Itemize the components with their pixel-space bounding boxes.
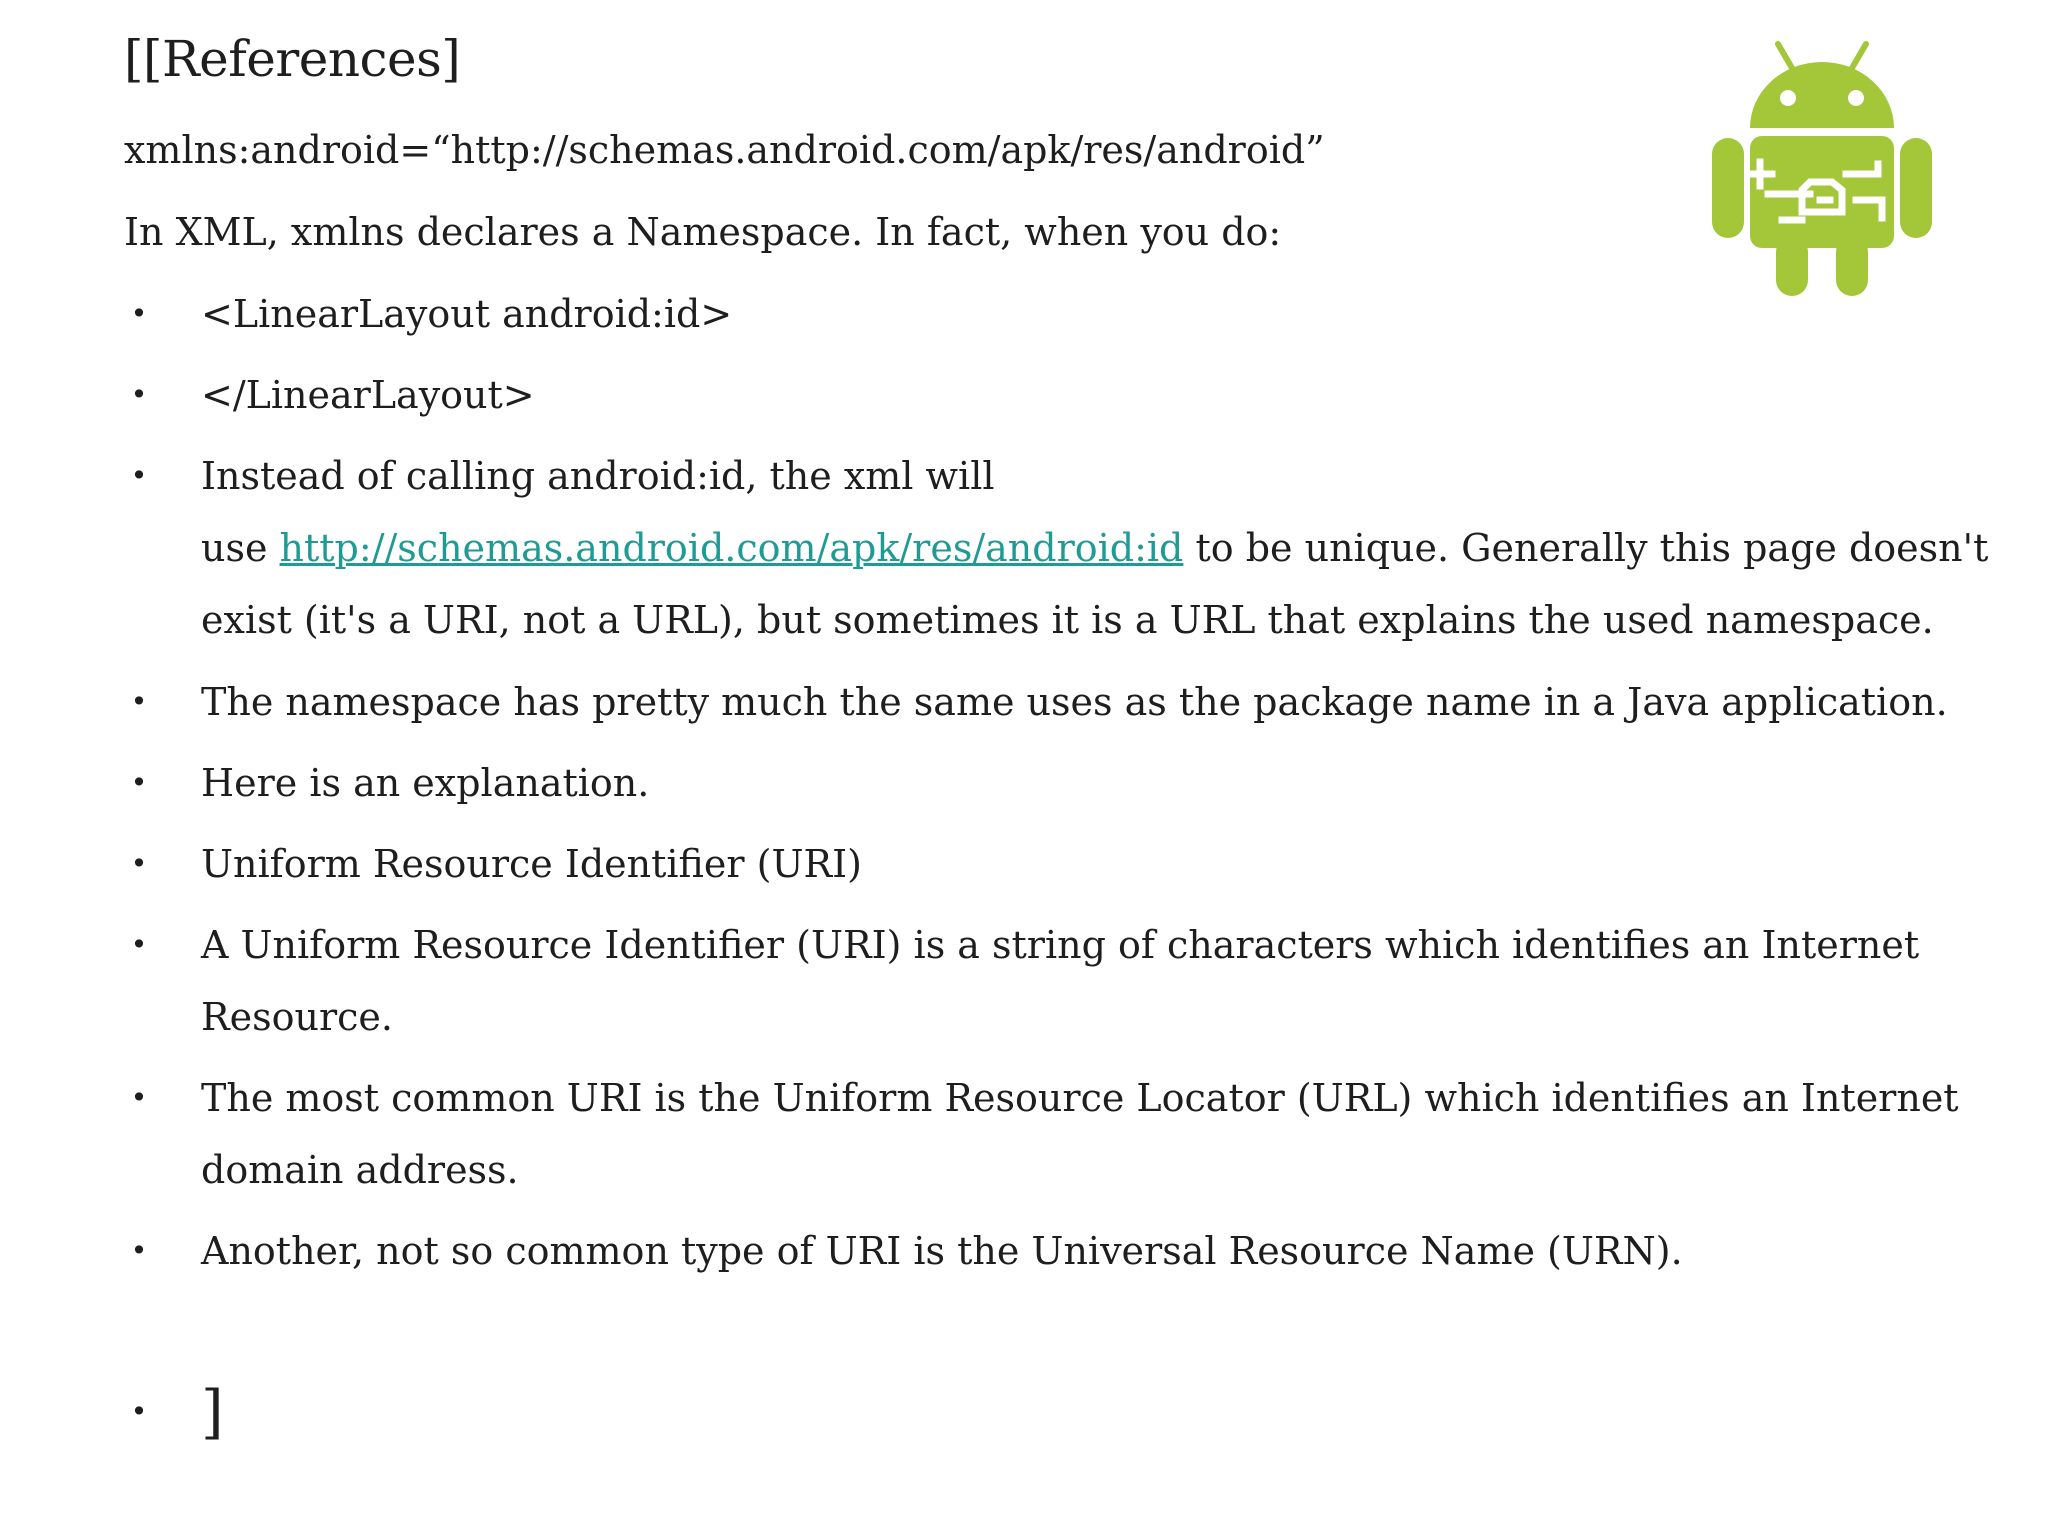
bullet-icon: • [130, 459, 148, 492]
list-item [124, 1215, 1904, 1287]
bullet-icon: • [130, 766, 148, 799]
list-item [124, 278, 1904, 350]
bullet-icon: • [130, 1081, 148, 1114]
xmlns-declaration: xmlns:android=“http://schemas.android.com/apk/res/android” [124, 128, 1325, 172]
bullet-text: <LinearLayout android:id> [201, 292, 733, 336]
bullet-icon: • [130, 297, 148, 330]
list-item [124, 828, 1904, 900]
bullet-text: A Uniform Resource Identifier (URI) is a string of characters which identifies an Internet [201, 923, 1920, 967]
list-item [124, 359, 1904, 431]
bullet-text: The most common URI is the Uniform Resource Locator (URL) which identifies an Internet [201, 1076, 1959, 1120]
list-item [124, 747, 1904, 819]
list-item [124, 1062, 1959, 1206]
bullet-icon: • [130, 378, 148, 411]
namespace-link[interactable]: http://schemas.android.com/apk/res/android:id [279, 526, 1184, 570]
bullet-text: ] [201, 1378, 224, 1446]
bullet-icon: • [130, 1395, 148, 1428]
bullet-text: Instead of calling android:id, the xml will [201, 454, 995, 498]
bullet-icon: • [130, 928, 148, 961]
bullet-icon: • [130, 1234, 148, 1267]
bullet-icon: • [130, 685, 148, 718]
bullet-text: use [201, 526, 280, 570]
list-item [124, 1372, 1904, 1452]
list-item [124, 666, 1948, 738]
bullet-icon: • [130, 847, 148, 880]
bullet-text: Another, not so common type of URI is the Universal Resource Name (URN). [201, 1229, 1683, 1273]
bullet-text: The namespace has pretty much the same uses as the package name in a Java application. [201, 680, 1948, 724]
bullet-text: </LinearLayout> [201, 373, 535, 417]
intro-text: In XML, xmlns declares a Namespace. In fact, when you do: [124, 210, 1282, 254]
bullet-text: domain address. [201, 1148, 519, 1192]
android-robot-icon [1706, 24, 1938, 300]
bullet-text: exist (it's a URI, not a URL), but sometimes it is a URL that explains the used namespace. [201, 598, 1934, 642]
bullet-text: Here is an explanation. [201, 761, 650, 805]
slide-title: [[References] [124, 30, 461, 88]
bullet-text: to be unique. Generally this page doesn't [1183, 526, 1989, 570]
list-item [124, 440, 1989, 656]
list-item [124, 909, 1920, 1053]
bullet-text: Uniform Resource Identifier (URI) [201, 842, 862, 886]
bullet-text: Resource. [201, 995, 393, 1039]
